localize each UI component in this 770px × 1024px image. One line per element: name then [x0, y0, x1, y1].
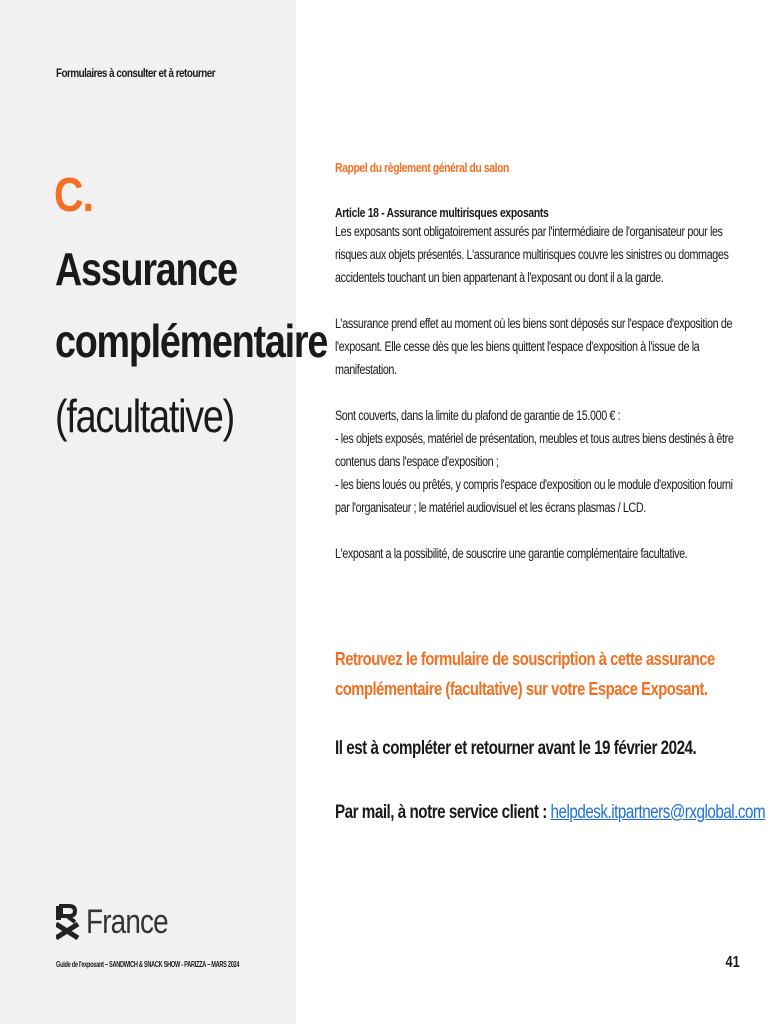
paragraph-3-item-1: - les objets exposés, matériel de présentation, meubles et tous autres biens destinés à être contenus dans l'espace d'exposition ;	[335, 431, 734, 469]
paragraph-2: L'assurance prend effet au moment où les biens sont déposés sur l'espace d'exposition de l'exposant. Elle cesse dès que les biens quittent l'espace d'exposition à l'issue de la manifestation.	[335, 316, 733, 377]
deadline-text: Il est à compléter et retourner avant le 19 février 2024.	[335, 738, 697, 759]
helpdesk-email-link[interactable]: helpdesk.itpartners@rxglobal.com	[550, 802, 766, 823]
sidebar	[0, 0, 328, 1024]
footer-note: Guide de l'exposant – SANDWICH & SNACK SHOW - PARIZZA – MARS 2024	[56, 960, 240, 969]
rappel-heading: Rappel du règlement général du salon	[335, 160, 509, 175]
page-title-line-1: Assurance	[55, 243, 237, 295]
page-number: 41	[725, 954, 740, 971]
rx-logo	[56, 902, 186, 942]
page-title-line-3: (facultative)	[55, 390, 234, 442]
paragraph-4: L'exposant a la possibilité, de souscrire une garantie complémentaire facultative.	[335, 546, 688, 561]
contact-line	[335, 802, 765, 824]
paragraph-3-item-2: - les biens loués ou prêtés, y compris l'espace d'exposition ou le module d'exposition fourni par l'organisateur ; le matériel audiovisuel et les écrans plasmas / LCD.	[335, 477, 733, 515]
section-letter: C.	[54, 169, 94, 222]
paragraph-1: Les exposants sont obligatoirement assurés par l'intermédiaire de l'organisateur pour les risques aux objets présentés. L'assurance multirisques couvre les sinistres ou dommages accidentels touchant un bien appartenant à l'exposant ou dont il a la garde.	[335, 224, 729, 285]
article-title: Article 18 - Assurance multirisques exposants	[335, 205, 549, 220]
paragraph-3-intro: Sont couverts, dans la limite du plafond de garantie de 15.000 € :	[335, 408, 621, 423]
contact-label: Par mail, à notre service client :	[335, 802, 551, 823]
page-title-line-2: complémentaire	[55, 315, 328, 367]
logo-text: France	[86, 902, 168, 941]
section-header: Formulaires à consulter et à retourner	[56, 66, 216, 80]
rx-logo-mark-icon	[56, 904, 80, 940]
call-to-action: Retrouvez le formulaire de souscription à cette assurance complémentaire (facultative) sur votre Espace Exposant.	[335, 648, 715, 699]
main-content	[335, 160, 745, 565]
